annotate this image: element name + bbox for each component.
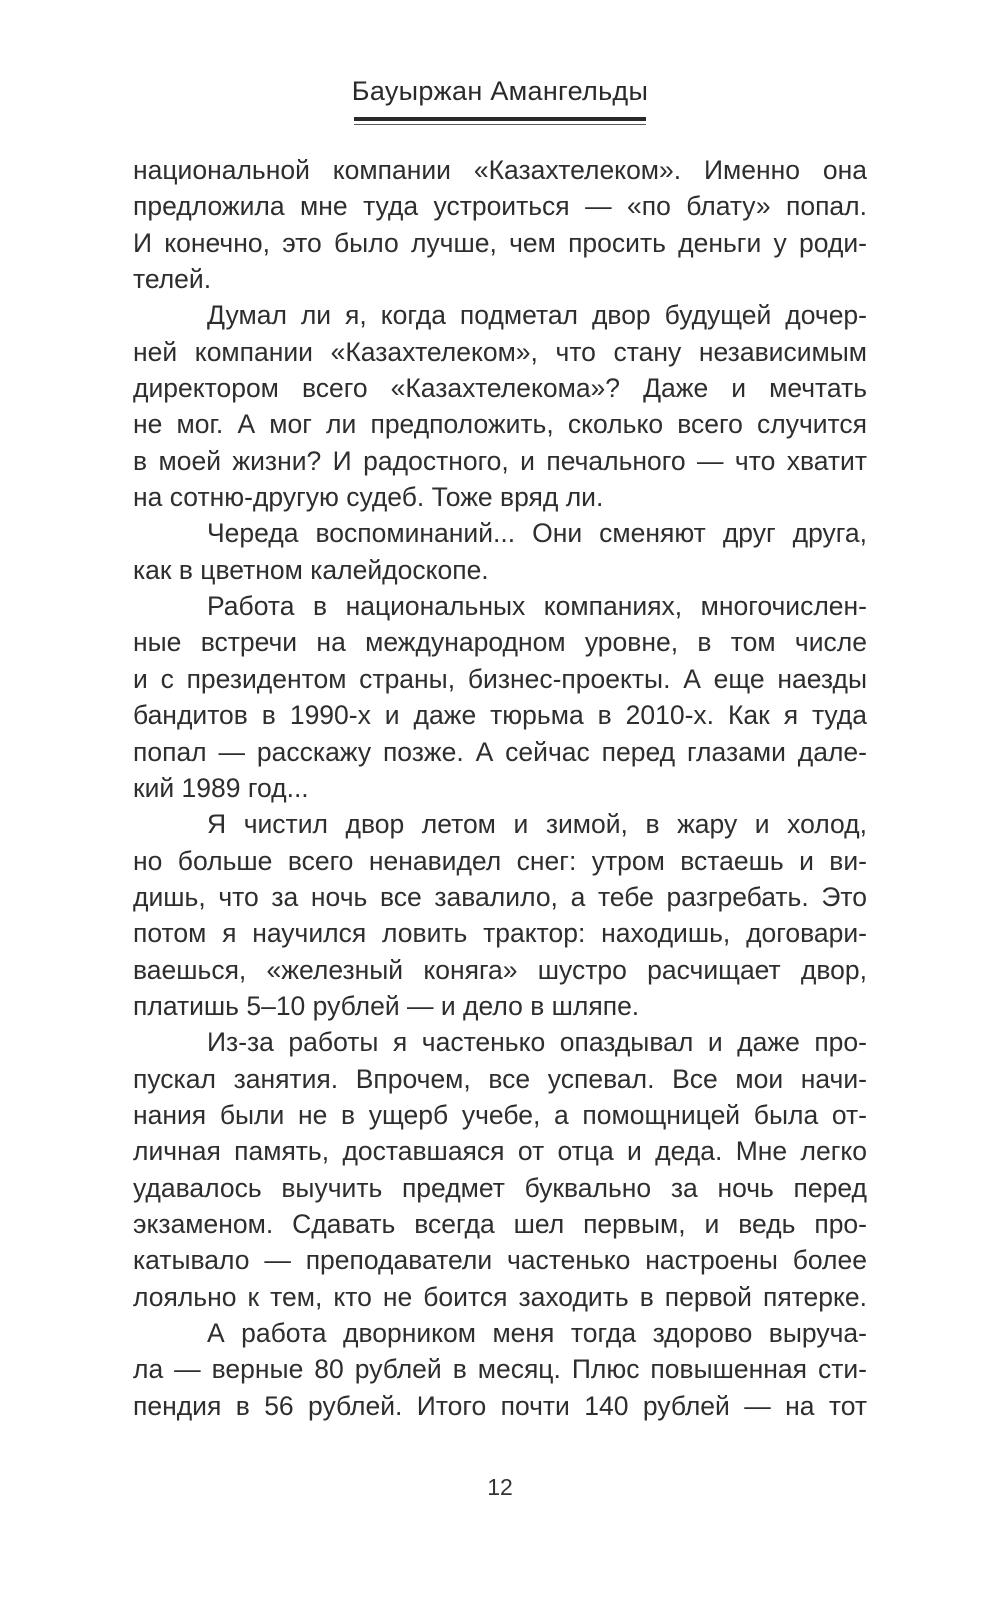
text-line: экзаменом. Сдавать всегда шел первым, и ведь про- xyxy=(133,1208,867,1239)
header-rule-thin xyxy=(354,124,646,125)
text-line: удавалось выучить предмет буквально за ночь перед xyxy=(133,1172,867,1203)
text-line: на сотню-другую судеб. Тоже вряд ли. xyxy=(133,482,604,513)
text-line: личная память, доставшаяся от отца и деда. Мне легко xyxy=(133,1136,867,1167)
text-line: Думал ли я, когда подметал двор будущей дочер- xyxy=(207,300,867,331)
text-line: потом я научился ловить трактор: находишь, договари- xyxy=(133,918,867,949)
text-line: дишь, что за ночь все завалило, а тебе разгребать. Это xyxy=(133,881,867,912)
text-line: пендия в 56 рублей. Итого почти 140 рублей — на тот xyxy=(133,1390,867,1421)
body-text xyxy=(133,152,867,1424)
text-line: Из-за работы я частенько опаздывал и даже про- xyxy=(207,1027,867,1058)
text-line: в моей жизни? И радостного, и печального — что хватит xyxy=(133,445,867,476)
text-line: ваешься, «железный коняга» шустро расчищает двор, xyxy=(133,954,867,985)
text-line: попал — расскажу позже. А сейчас перед глазами далe- xyxy=(133,736,867,767)
text-line: Работа в национальных компаниях, многочислен- xyxy=(207,591,867,622)
text-line: не мог. А мог ли предположить, сколько всего случится xyxy=(133,409,867,440)
text-line: Я чистил двор летом и зимой, в жару и холод, xyxy=(207,809,867,840)
text-line: кий 1989 год... xyxy=(133,772,309,803)
running-header xyxy=(0,76,1000,107)
text-line: бандитов в 1990-х и даже тюрьма в 2010-х. Как я туда xyxy=(133,700,867,731)
text-line: лояльно к тем, кто не боится заходить в первой пятерке. xyxy=(133,1281,867,1312)
text-line: ней компании «Казахтелеком», что стану независимым xyxy=(133,336,867,367)
text-line: нания были не в ущерб учебе, а помощницей была от- xyxy=(133,1099,867,1130)
text-line: А работа дворником меня тогда здорово выруча- xyxy=(207,1318,867,1348)
text-line: пускал занятия. Впрочем, все успевал. Все мои начи- xyxy=(133,1063,867,1094)
text-line: катывало — преподаватели частенько настроены более xyxy=(133,1245,867,1276)
page-number: 12 xyxy=(487,1474,513,1500)
text-line: но больше всего ненавидел снег: утром встаешь и ви- xyxy=(133,845,867,876)
header-rule-thick xyxy=(354,117,646,121)
text-line: ные встречи на международном уровне, в том числе xyxy=(133,627,867,658)
text-line: директором всего «Казахтелекома»? Даже и мечтать xyxy=(133,373,867,404)
text-line: национальной компании «Казахтелеком». Именно она xyxy=(133,155,867,185)
text-line: ла — верные 80 рублей в месяц. Плюс повышенная сти- xyxy=(133,1354,867,1385)
text-line: и с президентом страны, бизнес-проекты. А еще наезды xyxy=(133,663,867,694)
text-line: как в цветном калейдоскопе. xyxy=(133,554,489,585)
text-line: телей. xyxy=(133,264,212,295)
text-line: И конечно, это было лучше, чем просить деньги у роди- xyxy=(133,227,867,258)
text-line: предложила мне туда устроиться — «по блату» попал. xyxy=(133,191,867,222)
text-line: Череда воспоминаний... Они сменяют друг друга, xyxy=(207,518,867,549)
author-name: Бауыржан Амангельды xyxy=(351,76,649,106)
text-line: платишь 5–10 рублей — и дело в шляпе. xyxy=(133,990,640,1021)
